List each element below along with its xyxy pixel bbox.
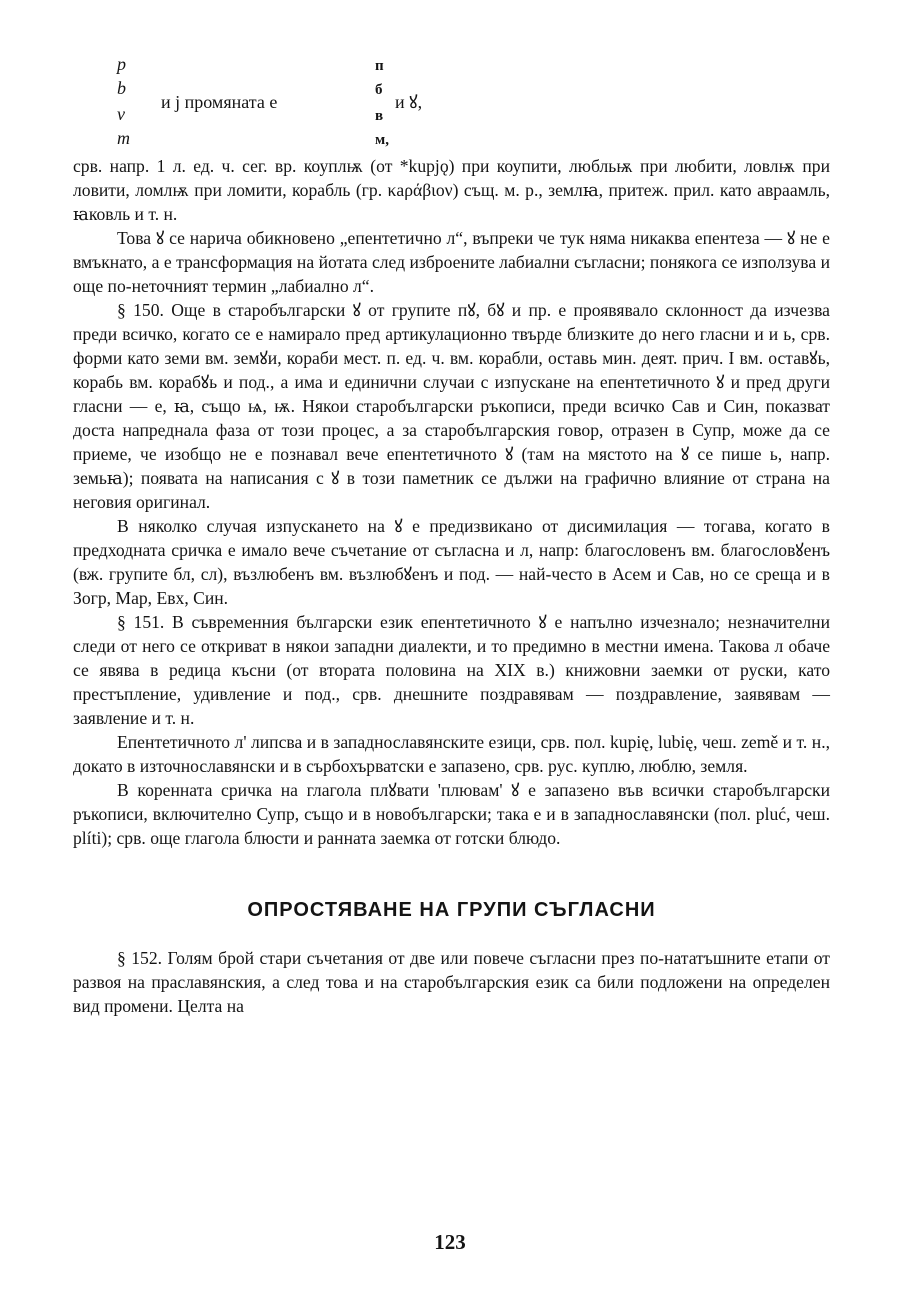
scheme-letter-p: p xyxy=(117,54,126,74)
scheme-letter-b: b xyxy=(117,78,126,98)
paragraph-dissimilation: В няколко случая изпускането на ꙋ е предизвикано от дисимилация — тогава, когато в предходната сричка е имало вече съчетание от съгласна и л, напр: благословенъ вм. благословꙋенъ (вж. групите бл, сл), възлюбенъ вм. възлюбꙋенъ и под. — най-често в Асем и Сав, но се среща и в Зогр, Мар, Евх, Син. xyxy=(73,516,830,608)
labial-scheme xyxy=(73,52,830,150)
scheme-letter-v: v xyxy=(117,104,125,124)
paragraph-root-syllable: В коренната сричка на глагола плꙋвати 'плювам' ꙋ е запазено във всички старобългарски ръкописи, включително Супр, също и в новобългарски; така е и в западнославянски (пол. pluć, чеш. plíti); срв. още глагола блюсти и ранната заемка от готски блюдо. xyxy=(73,780,830,848)
scheme-cyr-m: м, xyxy=(375,132,389,148)
page-number: 123 xyxy=(434,1230,466,1254)
scheme-middle-text: и j промяната е xyxy=(161,92,278,112)
page-body xyxy=(73,52,830,1018)
section-heading: ОПРОСТЯВАНЕ НА ГРУПИ СЪГЛАСНИ xyxy=(247,899,656,921)
paragraph-epenthesis-term: Това ꙋ се нарича обикновено „епентетично л“, въпреки че тук няма никаква епентеза — ꙋ не е вмъкнато, а е трансформация на йотата след изброените лабиални съгласни; понякога се използува и още по-неточният термин „лабиално л“. xyxy=(73,228,830,296)
scheme-cyr-p: п xyxy=(375,58,384,74)
scheme-letter-m: m xyxy=(117,128,130,148)
paragraph-west-slavic: Епентетичното л' липсва и в западнославянските езици, срв. пол. kupię, lubię, чеш. země и т. н., докато в източнославянски и в сърбохърватски е запазено, срв. рус. куплю, люблю, земля. xyxy=(73,732,830,776)
paragraph-section-151: § 151. В съвременния български език епентетичното ꙋ е напълно изчезнало; незначителни следи от него се откриват в някои западни диалекти, и то предимно в местни имена. Такова л обаче се явява в редица късни (от втората половина на XIX в.) книжовни заемки от руски, като престъпление, удивление и под., срв. днешните поздравявам — поздравление, заявявам — заявление и т. н. xyxy=(73,612,830,728)
scheme-cyr-v: в xyxy=(375,108,384,124)
paragraph-examples: срв. напр. 1 л. ед. ч. сег. вр. коуплѭ (от *kupjǫ) при коупити, любльѭ при любити, ловлѭ при ловити, ломлѭ при ломити, корабль (гр. κаράβιον) същ. м. р., землꙗ, притеж. прил. като авраамль, ꙗковль и т. н. xyxy=(73,156,830,224)
paragraph-section-150: § 150. Още в старобългарски ꙋ от групите пꙋ, бꙋ и пр. е проявявало склонност да изчезва преди всичко, когато се е намирало пред артикулационно твърде близките до него гласни и и ь, срв. форми като земи вм. земꙋи, кораби мест. п. ед. ч. вм. корабли, оставь мин. деят. прич. I вм. оставꙋь, корабь вм. корабꙋь и под., а има и единични случаи с изпускане на епентетичното ꙋ и пред други гласни — е, ꙗ, също ѩ, ѭ. Някои старобългарски ръкописи, преди всичко Сав и Син, показват доста напреднала фаза от този процес, а за старобългарския говор, отразен в Супр, може да се приеме, че изобщо не е познавал вече епентетичното ꙋ (там на мястото на ꙋ се пише ь, напр. земьꙗ); появата на написания с ꙋ в този паметник се дължи на графично влияние от страна на неговия оригинал. xyxy=(73,300,830,512)
scheme-tail: и ꙋ, xyxy=(395,92,423,112)
scheme-cyr-b: б xyxy=(375,82,383,98)
paragraph-section-152: § 152. Голям брой стари съчетания от две или повече съгласни през по-нататъшните етапи от развоя на праславянския, а след това и на старобългарския език са били подложени на определен вид промени. Целта на xyxy=(73,948,830,1016)
